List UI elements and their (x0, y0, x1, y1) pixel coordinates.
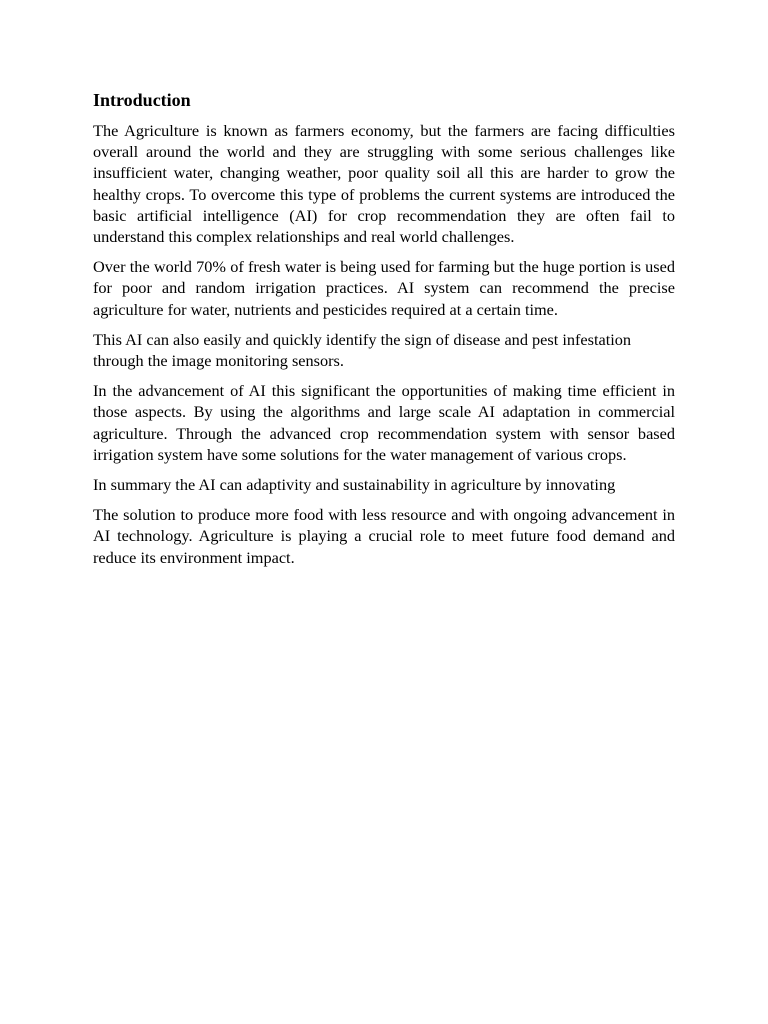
paragraph-water-usage: Over the world 70% of fresh water is being used for farming but the huge portion is used for poor and random irrigation practices. AI system can recommend the precise agriculture for water, nutrients and pesticides required at a certain time. (93, 257, 675, 319)
paragraph-conclusion: The solution to produce more food with less resource and with ongoing advancement in AI technology. Agriculture is playing a crucial role to meet future food demand and reduce its environment impact. (93, 505, 675, 567)
paragraph-advancement: In the advancement of AI this significant the opportunities of making time efficient in those aspects. By using the algorithms and large scale AI adaptation in commercial agriculture. Through the advanced crop recommendation system with sensor based irrigation system have some solutions for the water management of various crops. (93, 381, 675, 464)
document-page (93, 88, 675, 577)
section-heading: Introduction (93, 90, 191, 110)
paragraph-summary: In summary the AI can adaptivity and sustainability in agriculture by innovating (93, 475, 616, 495)
paragraph-intro: The Agriculture is known as farmers economy, but the farmers are facing difficulties overall around the world and they are struggling with some serious challenges like insufficient water, changing weather, poor quality soil all this are harder to grow the healthy crops. To overcome this type of problems the current systems are introduced the basic artificial intelligence (AI) for crop recommendation they are often fail to understand this complex relationships and real world challenges. (93, 121, 675, 247)
paragraph-disease-detection: This AI can also easily and quickly identify the sign of disease and pest infestation through the image monitoring sensors. (93, 329, 632, 371)
